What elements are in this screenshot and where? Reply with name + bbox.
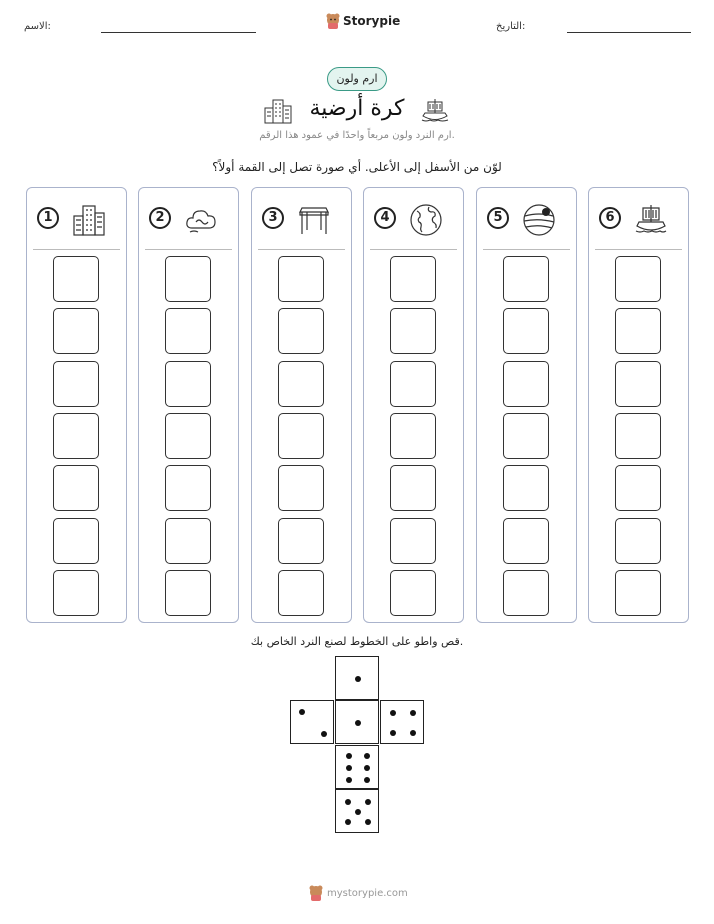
dice-pip [364,777,370,783]
column-number: 3 [262,207,284,229]
color-square[interactable] [165,465,211,511]
color-square[interactable] [503,570,549,616]
dice-instruction: قص واطو على الخطوط لصنع النرد الخاص بك. [250,635,464,648]
column-divider [33,249,120,250]
dice-pip [365,799,371,805]
color-square[interactable] [503,361,549,407]
color-square[interactable] [615,518,661,564]
dice-face [380,700,424,744]
dice-pip [321,731,327,737]
dice-pip [355,809,361,815]
logo-text: Storypie [343,14,401,28]
column-header [139,188,238,250]
dice-face [335,700,379,744]
dice-pip [364,765,370,771]
page-title: كرة أرضية [309,96,405,121]
dice-pip [410,710,416,716]
color-square[interactable] [165,413,211,459]
color-square[interactable] [278,570,324,616]
column-header [589,188,688,250]
color-square[interactable] [503,465,549,511]
color-square[interactable] [615,256,661,302]
column-divider [145,249,232,250]
column-6 [588,187,689,623]
column-header [477,188,576,250]
color-square[interactable] [53,256,99,302]
column-header [364,188,463,250]
color-square[interactable] [53,361,99,407]
color-square[interactable] [278,465,324,511]
dice-pip [410,730,416,736]
color-square[interactable] [503,308,549,354]
table-icon [296,202,332,238]
color-square[interactable] [503,518,549,564]
dice-pip [345,799,351,805]
instruction: لوّن من الأسفل إلى الأعلى. أي صورة تصل إلى القمة أولاً؟ [212,160,502,174]
color-square[interactable] [615,413,661,459]
column-number: 6 [599,207,621,229]
color-square[interactable] [278,413,324,459]
dice-pip [355,676,361,682]
column-number: 4 [374,207,396,229]
color-square[interactable] [390,465,436,511]
color-square[interactable] [53,570,99,616]
color-square[interactable] [390,413,436,459]
color-square[interactable] [615,465,661,511]
column-1 [26,187,127,623]
globe-icon [408,202,444,238]
column-3 [251,187,352,623]
color-square[interactable] [278,518,324,564]
color-square[interactable] [53,518,99,564]
column-divider [370,249,457,250]
dice-pip [390,710,396,716]
column-header [252,188,351,250]
dice-pip [365,819,371,825]
color-square[interactable] [503,256,549,302]
color-square[interactable] [165,518,211,564]
date-line[interactable] [567,32,691,33]
dice-pip [346,777,352,783]
column-number: 5 [487,207,509,229]
color-square[interactable] [278,308,324,354]
color-square[interactable] [503,413,549,459]
date-label: التاريخ: [496,21,526,32]
ship-icon [633,202,669,238]
name-label: الاسم: [24,21,51,32]
color-square[interactable] [615,308,661,354]
cloud-icon [183,202,219,238]
color-square[interactable] [615,361,661,407]
column-divider [483,249,570,250]
color-square[interactable] [390,308,436,354]
color-square[interactable] [53,413,99,459]
name-line[interactable] [101,32,256,33]
dice-pip [355,720,361,726]
color-square[interactable] [390,361,436,407]
color-square[interactable] [390,570,436,616]
dice-pip [345,819,351,825]
dice-face [335,789,379,833]
color-square[interactable] [53,308,99,354]
dice-pip [390,730,396,736]
activity-badge: ارم ولون [327,67,387,91]
color-square[interactable] [278,361,324,407]
column-5 [476,187,577,623]
storypie-logo [326,13,400,29]
ship-icon [420,96,450,124]
dice-pip [364,753,370,759]
dice-pip [346,753,352,759]
subtitle: ارم النرد ولون مربعاً واحدًا في عمود هذا الرقم. [259,130,455,141]
color-square[interactable] [165,308,211,354]
color-square[interactable] [165,361,211,407]
color-square[interactable] [278,256,324,302]
color-square[interactable] [53,465,99,511]
dice-pip [346,765,352,771]
column-number: 2 [149,207,171,229]
column-divider [258,249,345,250]
buildings-icon [71,202,107,238]
bear-logo-icon [309,885,323,901]
dice-face [335,745,379,789]
column-2 [138,187,239,623]
dice-face [335,656,379,700]
column-divider [595,249,682,250]
footer-url[interactable]: mystorypie.com [327,887,408,899]
color-square[interactable] [165,570,211,616]
dice-pip [299,709,305,715]
footer [309,885,408,901]
color-square[interactable] [390,518,436,564]
bear-logo-icon [326,13,340,29]
color-square[interactable] [165,256,211,302]
dice-face [290,700,334,744]
column-number: 1 [37,207,59,229]
column-header [27,188,126,250]
color-square[interactable] [390,256,436,302]
column-4 [363,187,464,623]
planet-icon [521,202,557,238]
color-square[interactable] [615,570,661,616]
